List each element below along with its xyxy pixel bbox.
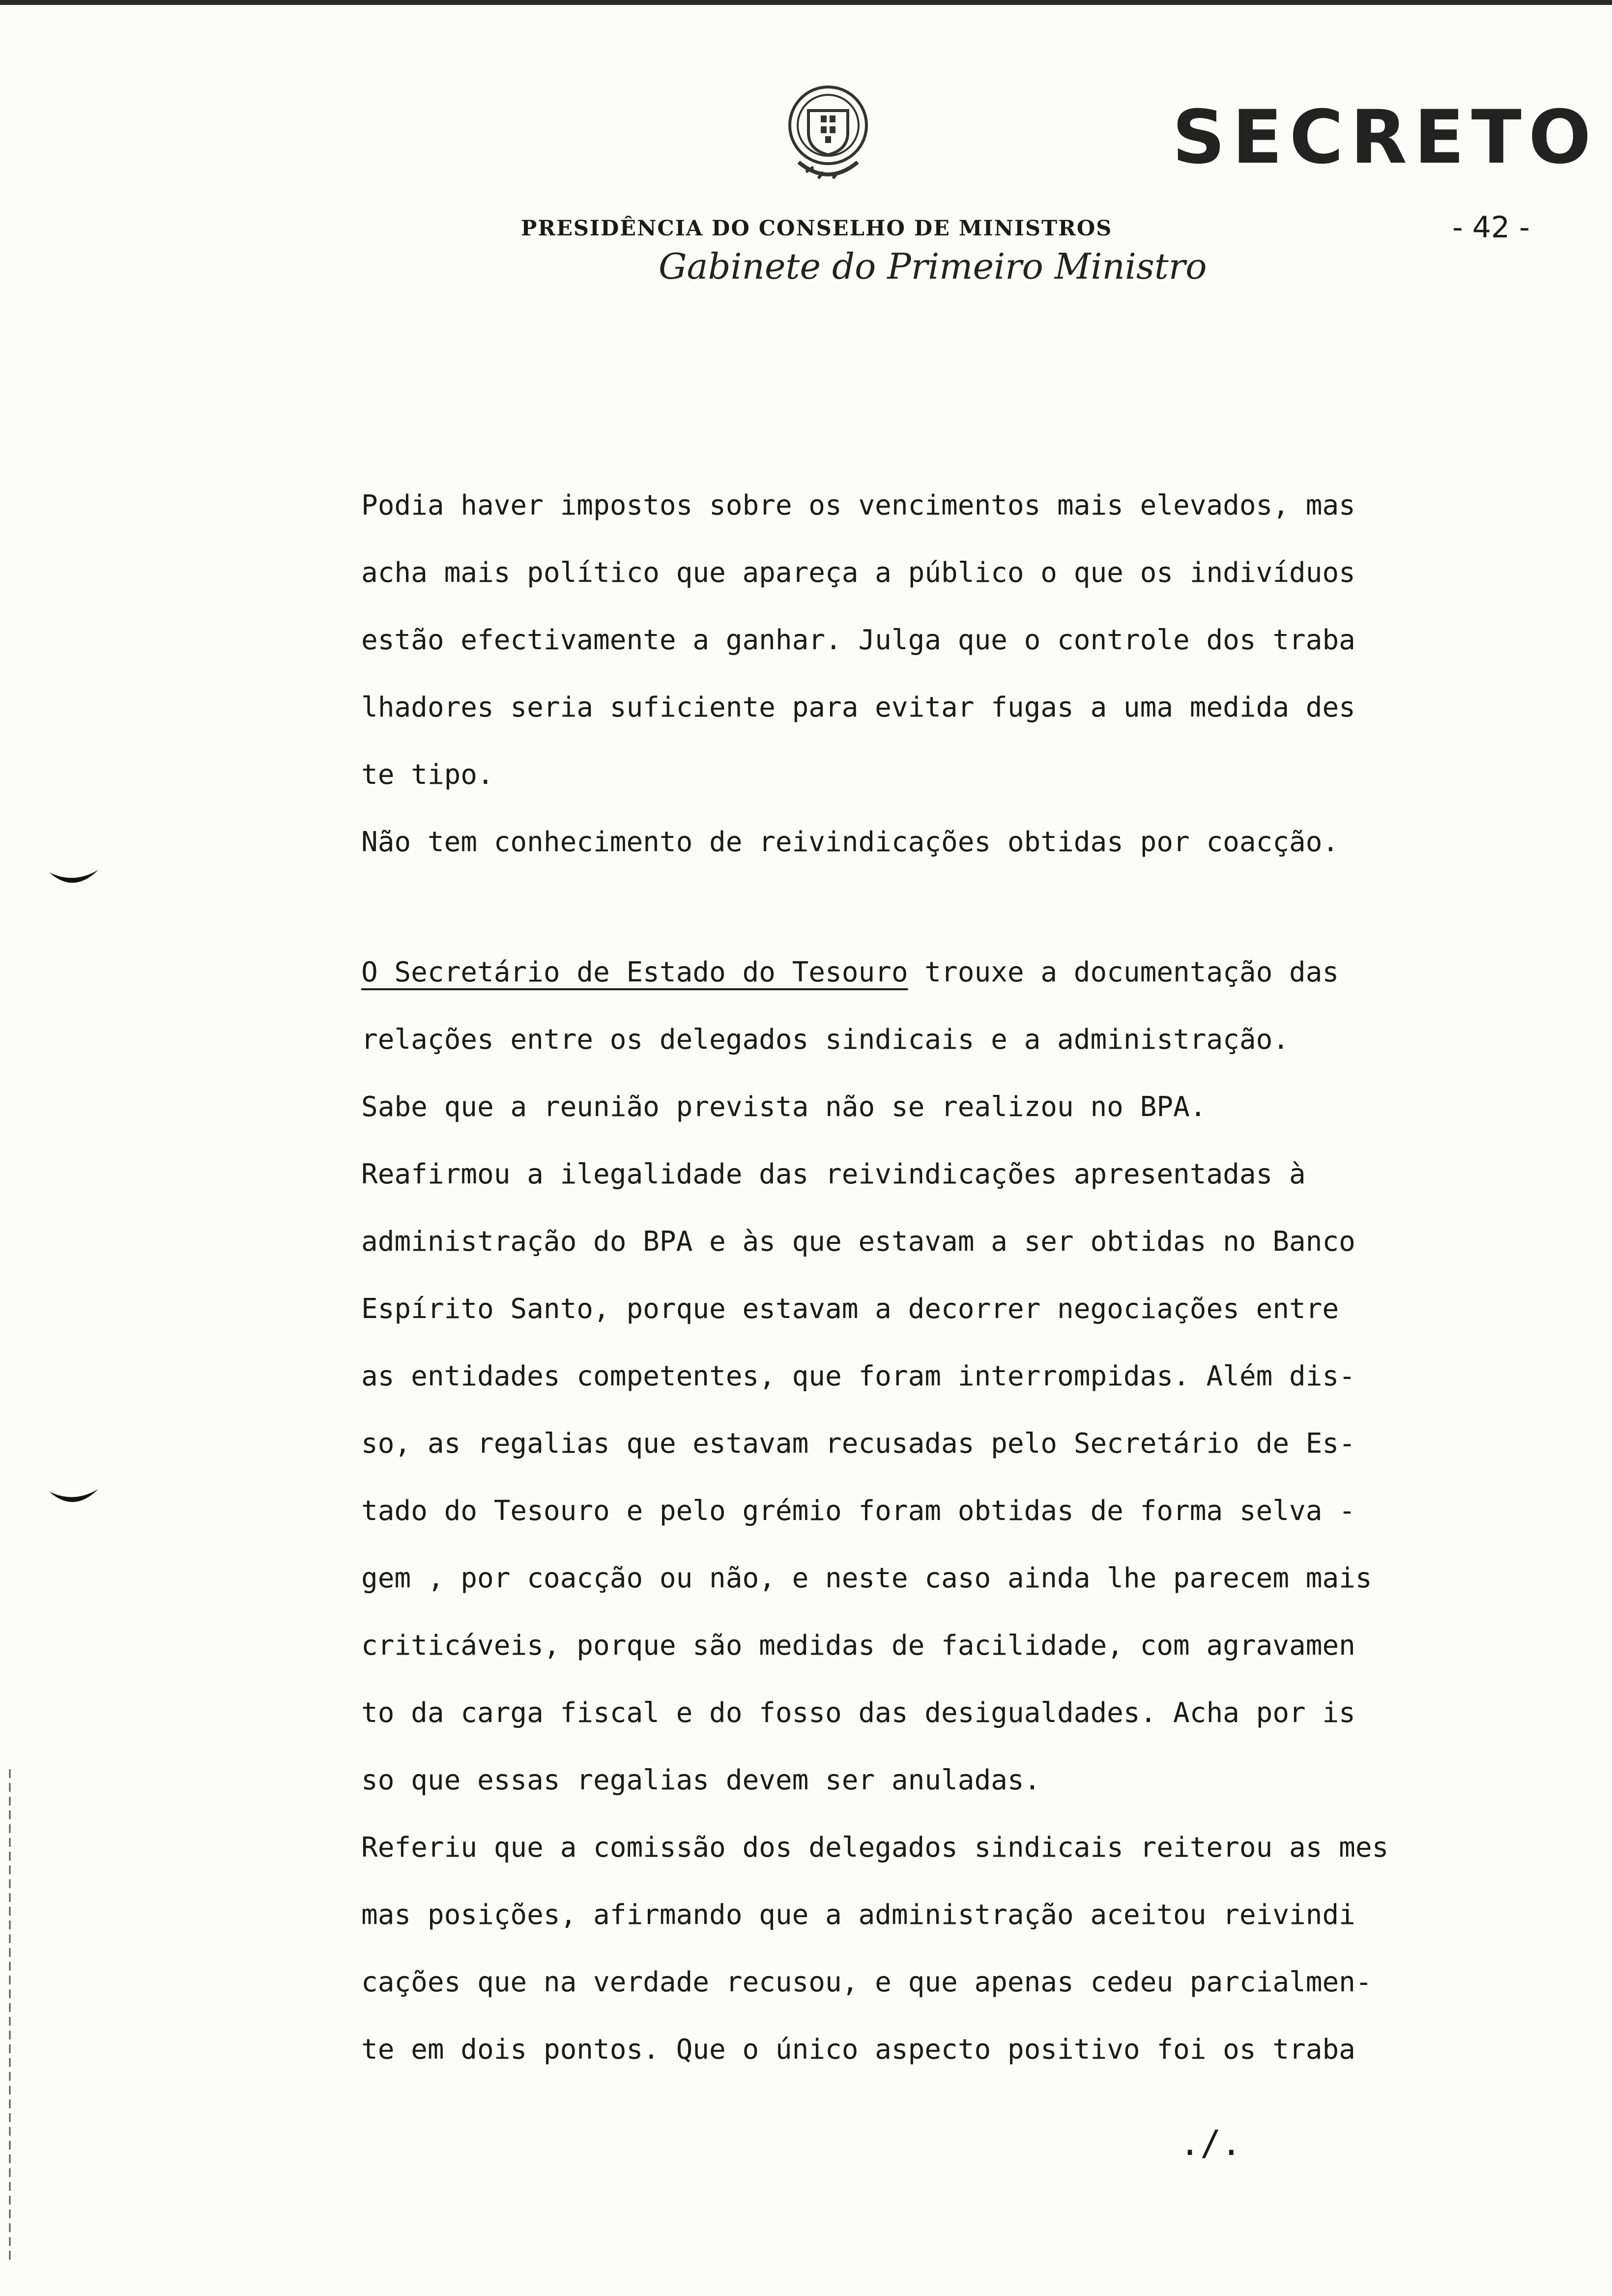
speaker-name: O Secretário de Estado do Tesouro <box>361 956 908 988</box>
text-line: Espírito Santo, porque estavam a decorrer negociações entre <box>361 1293 1339 1325</box>
text-line: tado do Tesouro e pelo grémio foram obtidas de forma selva - <box>361 1495 1355 1527</box>
margin-punch-mark-icon <box>44 1484 103 1514</box>
organization-name: PRESIDÊNCIA DO CONSELHO DE MINISTROS <box>521 216 1113 241</box>
text-line: relações entre os delegados sindicais e a administração. <box>361 1024 1290 1056</box>
continuation-mark: ./. <box>1180 2123 1242 2163</box>
text-line: Não tem conhecimento de reivindicações obtidas por coacção. <box>361 826 1339 858</box>
text-line: acha mais político que apareça a público o que os indivíduos <box>361 557 1355 589</box>
secret-stamp: SECRETO <box>1172 95 1598 180</box>
document-body <box>361 472 1467 2083</box>
top-border-line <box>0 0 1612 5</box>
text-line: criticáveis, porque são medidas de facilidade, com agravamen <box>361 1630 1355 1662</box>
text-line: te em dois pontos. Que o único aspecto positivo foi os traba <box>361 2034 1355 2066</box>
text-line: gem , por coacção ou não, e neste caso ainda lhe parecem mais <box>361 1562 1372 1594</box>
text-line: lhadores seria suficiente para evitar fugas a uma medida des <box>361 691 1355 723</box>
text-line: Reafirmou a ilegalidade das reivindicações apresentadas à <box>361 1158 1306 1190</box>
text-line: Sabe que a reunião prevista não se realizou no BPA. <box>361 1091 1207 1123</box>
page-number: - 42 - <box>1452 210 1530 245</box>
text-line: Referiu que a comissão dos delegados sindicais reiterou as mes <box>361 1832 1389 1864</box>
text-line: to da carga fiscal e do fosso das desigualdades. Acha por is <box>361 1697 1355 1729</box>
left-edge-scan-marks <box>0 1769 29 2261</box>
text-line: cações que na verdade recusou, e que apenas cedeu parcialmen- <box>361 1966 1372 1998</box>
margin-punch-mark-icon <box>44 865 103 894</box>
text-line-rest: trouxe a documentação das <box>908 956 1339 988</box>
text-line: estão efectivamente a ganhar. Julga que o controle dos traba <box>361 624 1355 656</box>
text-line <box>361 939 1467 1006</box>
cabinet-name: Gabinete do Primeiro Ministro <box>659 246 1207 287</box>
text-line: administração do BPA e às que estavam a ser obtidas no Banco <box>361 1226 1355 1258</box>
text-line: mas posições, afirmando que a administração aceitou reivindi <box>361 1899 1355 1931</box>
text-line: so, as regalias que estavam recusadas pelo Secretário de Es- <box>361 1428 1355 1460</box>
text-line: Podia haver impostos sobre os vencimentos mais elevados, mas <box>361 489 1355 521</box>
text-line: so que essas regalias devem ser anuladas. <box>361 1764 1041 1796</box>
text-line: te tipo. <box>361 759 494 791</box>
coat-of-arms-seal-icon <box>779 81 877 194</box>
text-line: as entidades competentes, que foram interrompidas. Além dis- <box>361 1360 1355 1392</box>
